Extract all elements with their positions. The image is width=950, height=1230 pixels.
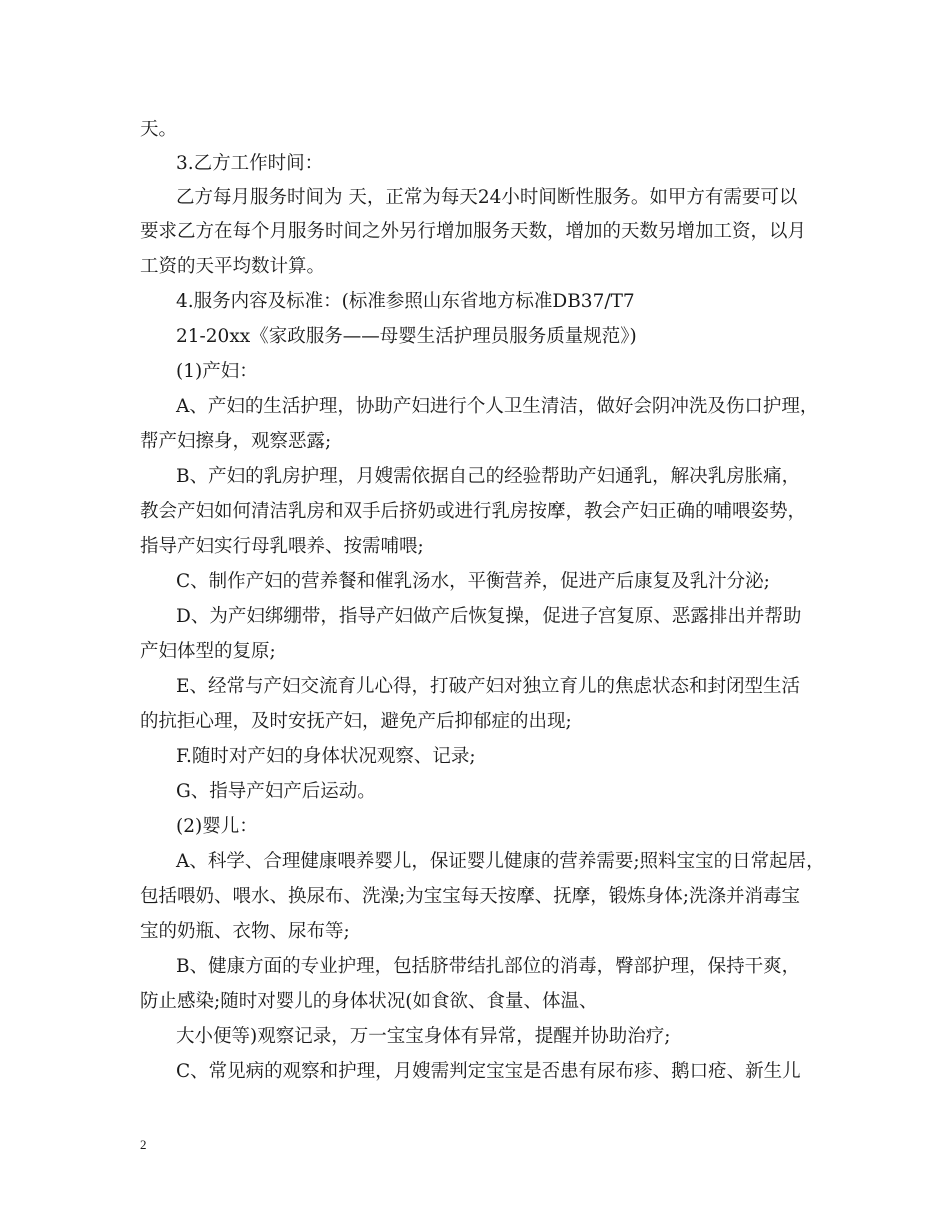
text-line: B、健康方面的专业护理，包括脐带结扎部位的消毒，臀部护理，保持干爽， [176,956,801,977]
text-line: D、为产妇绑绷带，指导产妇做产后恢复操，促进子宫复原、恶露排出并帮助 [176,606,802,627]
text-line: 教会产妇如何清洁乳房和双手后挤奶或进行乳房按摩，教会产妇正确的哺喂姿势， [140,501,807,522]
text-line: 要求乙方在每个月服务时间之外另行增加服务天数，增加的天数另增加工资，以月 [140,221,807,242]
text-line: C、常见病的观察和护理，月嫂需判定宝宝是否患有尿布疹、鹅口疮、新生儿 [176,1061,801,1082]
text-line: E、经常与产妇交流育儿心得，打破产妇对独立育儿的焦虑状态和封闭型生活 [176,676,801,697]
text-line: 宝的奶瓶、衣物、尿布等; [140,921,350,942]
text-line: 天。 [140,119,178,140]
page-number: 2 [140,1137,147,1152]
text-line: F.随时对产妇的身体状况观察、记录; [176,746,476,767]
text-line: A、产妇的生活护理，协助产妇进行个人卫生清洁，做好会阴冲洗及伤口护理， [176,396,819,417]
text-line: 21-20xx《家政服务——母婴生活护理员服务质量规范》) [176,326,637,347]
text-line: 包括喂奶、喂水、换尿布、洗澡;为宝宝每天按摩、抚摩，锻炼身体;洗涤并消毒宝 [140,886,800,907]
text-line: 的抗拒心理，及时安抚产妇，避免产后抑郁症的出现; [140,711,572,732]
text-line: C、制作产妇的营养餐和催乳汤水，平衡营养，促进产后康复及乳汁分泌; [176,571,770,592]
text-line: 指导产妇实行母乳喂养、按需哺喂; [140,536,424,557]
subheading-baby: (2)婴儿： [176,816,258,837]
text-line: 大小便等)观察记录，万一宝宝身体有异常，提醒并协助治疗; [176,1026,671,1047]
text-line: 乙方每月服务时间为 天，正常为每天24小时间断性服务。如甲方有需要可以 [176,187,798,208]
section-heading-service-content: 4.服务内容及标准：(标准参照山东省地方标准DB37/T7 [176,291,635,312]
section-heading-work-time: 3.乙方工作时间： [176,153,324,174]
text-line: 工资的天平均数计算。 [140,256,326,277]
text-line: 帮产妇擦身，观察恶露; [140,431,332,452]
text-line: G、指导产妇产后运动。 [176,781,376,802]
text-line: 产妇体型的复原; [140,641,276,662]
text-line: B、产妇的乳房护理，月嫂需依据自己的经验帮助产妇通乳，解决乳房胀痛， [176,466,801,487]
text-line: A、科学、合理健康喂养婴儿，保证婴儿健康的营养需要;照料宝宝的日常起居， [176,851,825,872]
text-line: 防止感染;随时对婴儿的身体状况(如食欲、食量、体温、 [140,991,598,1012]
subheading-mother: (1)产妇： [176,361,258,382]
